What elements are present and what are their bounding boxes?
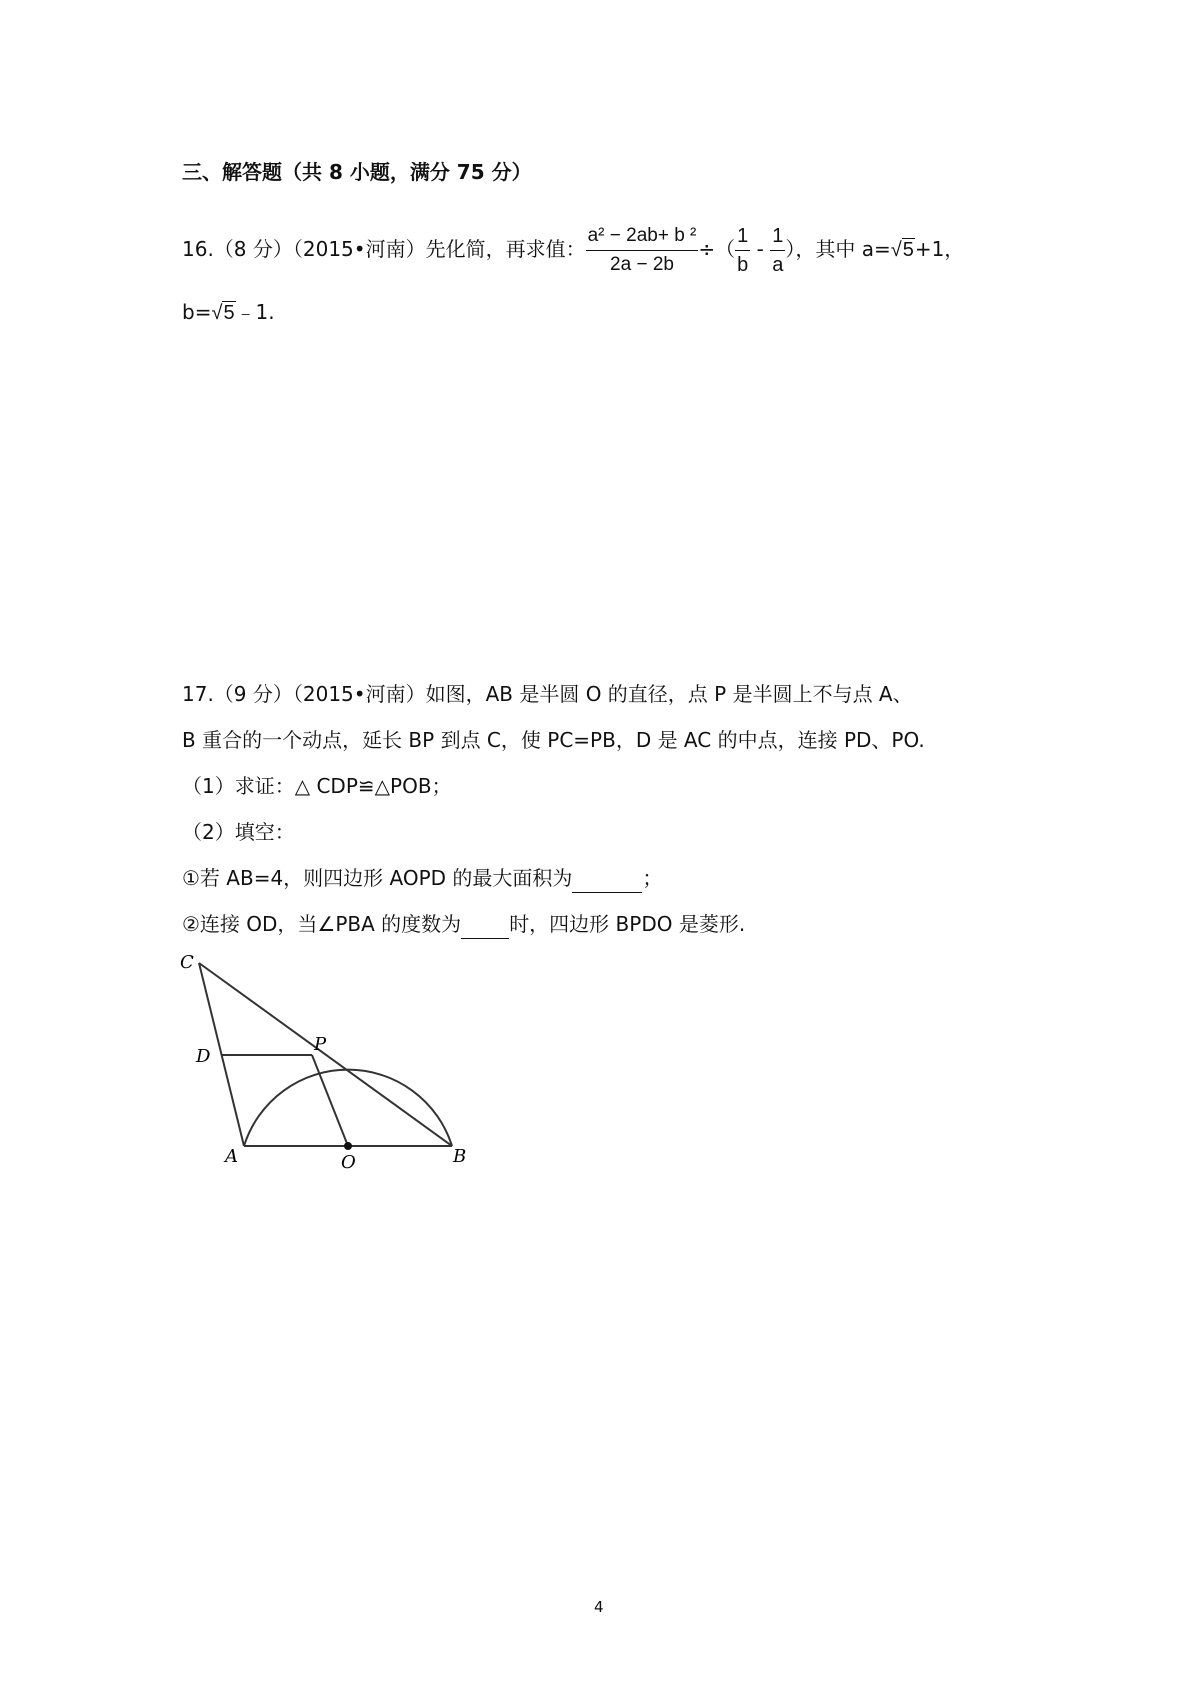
q16-condition: ），其中 a= xyxy=(785,237,891,261)
q16-main-fraction xyxy=(586,222,699,279)
point-o xyxy=(344,1142,352,1150)
label-p: P xyxy=(314,1034,327,1055)
q16-numerator: a² − 2ab+ b ² xyxy=(587,225,697,246)
label-a: A xyxy=(225,1146,238,1167)
semicircle xyxy=(244,1070,452,1146)
answer-blank-1 xyxy=(572,864,642,893)
q16-sqrt-5-a: √5 xyxy=(890,239,914,261)
question-16-line-2: b=√5﹣1. xyxy=(182,298,275,327)
label-d: D xyxy=(196,1046,211,1067)
question-17-fill-2: ②连接 OD，当∠PBA 的度数为 时，四边形 BPDO 是菱形. xyxy=(182,910,745,939)
segment-po xyxy=(312,1055,348,1146)
question-17-line-1: 17.（9 分）（2015•河南）如图，AB 是半圆 O 的直径，点 P 是半圆上不与点 A、 xyxy=(182,682,913,706)
page-number: 4 xyxy=(594,1598,604,1616)
question-17-fill-1: ①若 AB=4，则四边形 AOPD 的最大面积为 ； xyxy=(182,864,662,893)
q16-sqrt-5-b: √5 xyxy=(211,302,235,324)
q16-denominator: 2a − 2b xyxy=(586,250,699,279)
question-16-line-1: 16.（8 分）（2015•河南）先化简，再求值： $\frac{\text{a² − 2ab+ b ²}}{2a - 2b}$ ÷（ $\frac{1}{b}$ - $\frac{1}{a}$ ），其中 a=√5+1， xyxy=(182,222,964,279)
q16-fraction-1-over-b: $\frac{1}{b}$ xyxy=(735,222,750,279)
answer-blank-2 xyxy=(461,910,509,939)
question-17-part-1: （1）求证：△ CDP≌△POB； xyxy=(182,774,452,798)
question-17-part-2: （2）填空： xyxy=(182,820,295,844)
label-c: C xyxy=(180,952,194,973)
label-b: B xyxy=(453,1146,467,1167)
section-title: 三、解答题（共 8 小题，满分 75 分） xyxy=(182,160,532,184)
question-17-line-2: B 重合的一个动点，延长 BP 到点 C，使 PC=PB，D 是 AC 的中点，连接 PD、PO. xyxy=(182,728,925,752)
q16-fraction-1-over-a: $\frac{1}{a}$ xyxy=(770,222,785,279)
label-o: O xyxy=(341,1152,356,1170)
q16-divide: ÷（ xyxy=(698,237,736,261)
q16-prefix: 16.（8 分）（2015•河南）先化简，再求值： xyxy=(182,237,586,261)
geometry-figure xyxy=(170,940,470,1170)
